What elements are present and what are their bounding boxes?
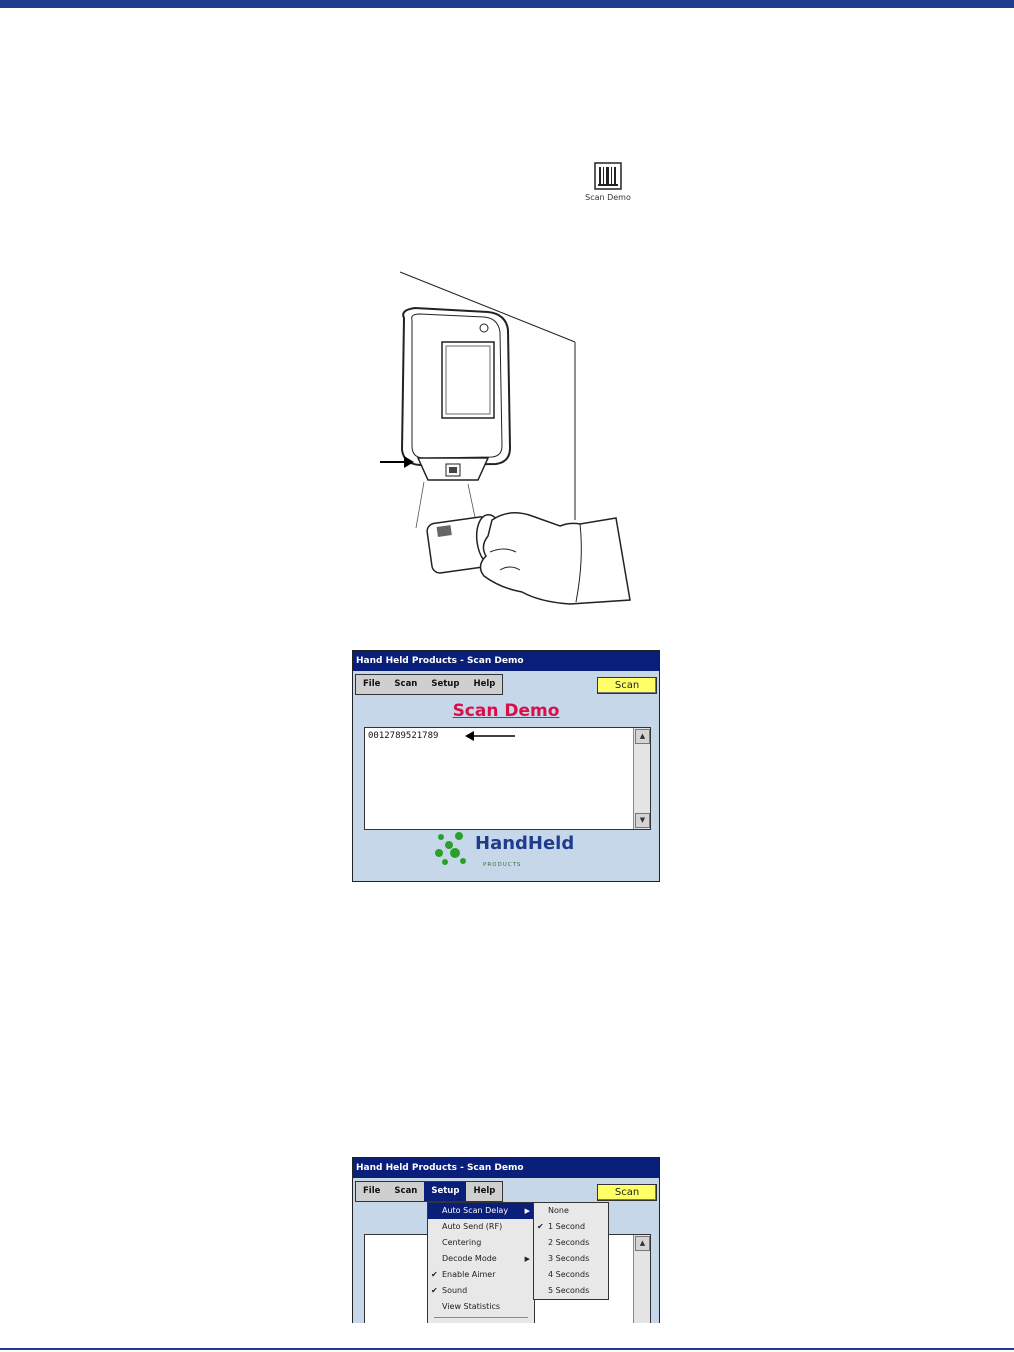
submenu-arrow-icon: ▶ (524, 1207, 530, 1215)
scroll-up-icon[interactable]: ▲ (635, 1236, 650, 1251)
submenu-arrow-icon: ▶ (524, 1255, 530, 1263)
menu-setup[interactable]: Setup (431, 679, 460, 689)
barcode-icon (594, 162, 622, 190)
scroll-up-icon[interactable]: ▲ (635, 729, 650, 744)
checkmark-icon: ✔ (537, 1222, 544, 1231)
scan-button[interactable]: Scan (597, 677, 657, 694)
setup-dropdown (427, 1202, 535, 1323)
checkmark-icon: ✔ (431, 1270, 438, 1279)
checkmark-icon: ✔ (431, 1286, 438, 1295)
menu-file[interactable]: File (363, 1186, 381, 1196)
logo-dots-icon (433, 831, 473, 871)
delay-2-seconds[interactable]: 2 Seconds (548, 1238, 590, 1247)
app-title: Scan Demo (452, 701, 560, 721)
scan-demo-shortcut[interactable] (583, 162, 633, 202)
arrow-left-icon (465, 730, 515, 742)
delay-none[interactable]: None (548, 1206, 569, 1215)
menu-item-auto-send[interactable]: Auto Send (RF) (442, 1222, 503, 1231)
menu-bar (355, 1181, 503, 1202)
delay-5-seconds[interactable]: 5 Seconds (548, 1286, 590, 1295)
menu-item-centering[interactable]: Centering (442, 1238, 482, 1247)
scan-demo-window-setup (352, 1157, 660, 1323)
menu-item-view-statistics[interactable]: View Statistics (442, 1302, 501, 1311)
menu-help[interactable]: Help (473, 1186, 496, 1196)
vertical-scrollbar[interactable] (633, 1235, 650, 1323)
scan-demo-label: Scan Demo (585, 193, 631, 202)
menu-scan[interactable]: Scan (394, 1186, 418, 1196)
page-header-rule (0, 0, 1014, 8)
menu-bar (355, 674, 503, 695)
page-footer-rule (0, 1348, 1014, 1350)
menu-item-sound[interactable]: ✔ Sound (428, 1283, 534, 1299)
window-title: Hand Held Products - Scan Demo (353, 651, 659, 671)
menu-item-enable-aimer[interactable]: ✔ Enable Aimer (428, 1267, 534, 1283)
vertical-scrollbar[interactable] (633, 728, 650, 829)
window-title: Hand Held Products - Scan Demo (353, 1158, 659, 1178)
menu-file[interactable]: File (363, 679, 381, 689)
scanned-value: 0012789521789 (368, 731, 439, 741)
delay-4-seconds[interactable]: 4 Seconds (548, 1270, 590, 1279)
menu-item-decode-mode[interactable]: Decode Mode ▶ (428, 1251, 534, 1267)
menu-separator (434, 1317, 528, 1323)
logo-subtext: PRODUCTS (483, 862, 522, 868)
delay-3-seconds[interactable]: 3 Seconds (548, 1254, 590, 1263)
menu-item-auto-scan-delay[interactable]: Auto Scan Delay ▶ (428, 1203, 534, 1219)
scan-button[interactable]: Scan (597, 1184, 657, 1201)
delay-1-second[interactable]: ✔ 1 Second (534, 1219, 608, 1235)
scanning-illustration (380, 270, 640, 610)
scan-output-textarea[interactable] (364, 727, 651, 830)
scroll-down-icon[interactable]: ▼ (635, 813, 650, 828)
menu-help[interactable]: Help (473, 679, 496, 689)
handheld-logo (433, 831, 583, 875)
menu-setup[interactable]: Setup (424, 1182, 466, 1201)
menu-scan[interactable]: Scan (394, 679, 418, 689)
auto-scan-delay-submenu (533, 1202, 609, 1300)
scan-demo-window (352, 650, 660, 882)
logo-text: HandHeld (475, 833, 575, 854)
